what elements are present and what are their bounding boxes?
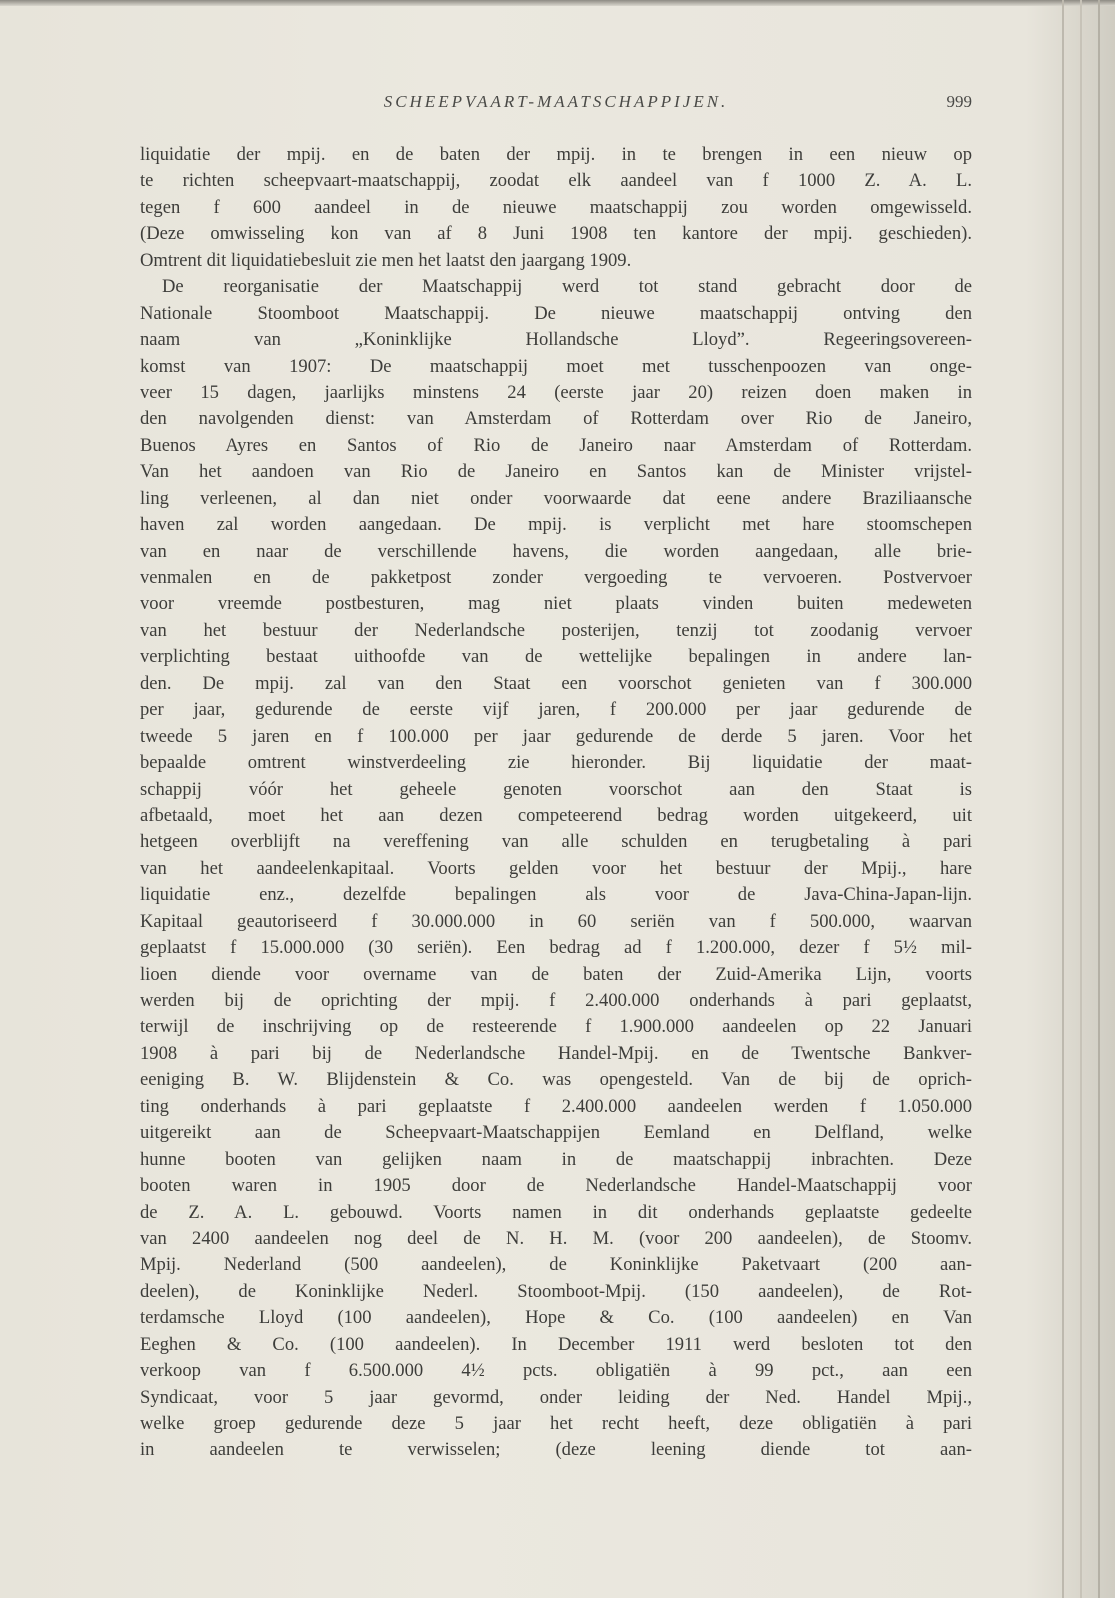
text-line: de Z. A. L. gebouwd. Voorts namen in dit onderhands geplaatste gedeelte	[140, 1201, 972, 1223]
text-line: 1908 à pari bij de Nederlandsche Handel-Mpij. en de Twentsche Bankver-	[140, 1042, 972, 1064]
text-line: Van het aandoen van Rio de Janeiro en Santos kan de Minister vrijstel-	[140, 461, 972, 483]
text-line: den. De mpij. zal van den Staat een voorschot genieten van f 300.000	[140, 672, 972, 694]
text-line: tweede 5 jaren en f 100.000 per jaar gedurende de derde 5 jaren. Voor het	[140, 725, 972, 747]
text-line: eeniging B. W. Blijdenstein & Co. was opengesteld. Van de bij de oprich-	[140, 1069, 972, 1091]
text-line: terdamsche Lloyd (100 aandeelen), Hope & Co. (100 aandeelen) en Van	[140, 1307, 972, 1329]
page-edge-line	[1062, 0, 1064, 1598]
text-line: Nationale Stoomboot Maatschappij. De nieuwe maatschappij ontving den	[140, 302, 972, 324]
text-line: Kapitaal geautoriseerd f 30.000.000 in 60 seriën van f 500.000, waarvan	[140, 910, 972, 932]
body-text	[140, 142, 972, 1464]
text-line: per jaar, gedurende de eerste vijf jaren, f 200.000 per jaar gedurende de	[140, 699, 972, 721]
page-edge-line	[1098, 0, 1100, 1598]
text-line: liquidatie der mpij. en de baten der mpij. in te brengen in een nieuw op	[140, 144, 972, 165]
text-line: van het bestuur der Nederlandsche posterijen, tenzij tot zoodanig vervoer	[140, 619, 972, 641]
text-line: geplaatst f 15.000.000 (30 seriën). Een bedrag ad f 1.200.000, dezer f 5½ mil-	[140, 937, 972, 959]
text-line: naam van „Koninklijke Hollandsche Lloyd”. Regeeringsovereen-	[140, 329, 972, 351]
text-line: booten waren in 1905 door de Nederlandsche Handel-Maatschappij voor	[140, 1175, 972, 1197]
text-line: in aandeelen te verwisselen; (deze leening diende tot aan-	[140, 1439, 972, 1461]
text-line: uitgereikt aan de Scheepvaart-Maatschappijen Eemland en Delfland, welke	[140, 1122, 972, 1144]
page-header	[140, 92, 972, 122]
text-line: schappij vóór het geheele genoten voorschot aan den Staat is	[140, 778, 972, 800]
text-line: afbetaald, moet het aan dezen competeerend bedrag worden uitgekeerd, uit	[140, 804, 972, 826]
text-line: lioen diende voor overname van de baten der Zuid-Amerika Lijn, voorts	[140, 963, 972, 985]
text-line: werden bij de oprichting der mpij. f 2.400.000 onderhands à pari geplaatst,	[140, 990, 972, 1011]
text-line: hetgeen overblijft na vereffening van alle schulden en terugbetaling à pari	[140, 831, 972, 853]
text-line: verplichting bestaat uithoofde van de wettelijke bepalingen in andere lan-	[140, 646, 972, 668]
text-line: De reorganisatie der Maatschappij werd tot stand gebracht door de	[162, 276, 972, 298]
text-line: komst van 1907: De maatschappij moet met tusschenpoozen van onge-	[140, 355, 972, 377]
text-line: van 2400 aandeelen nog deel de N. H. M. (voor 200 aandeelen), de Stoomv.	[140, 1227, 972, 1249]
text-line: terwijl de inschrijving op de resteerende f 1.900.000 aandeelen op 22 Januari	[140, 1016, 972, 1038]
page-edge-line	[1080, 0, 1082, 1598]
text-line: Mpij. Nederland (500 aandeelen), de Koninklijke Paketvaart (200 aan-	[140, 1254, 972, 1276]
text-line: Buenos Ayres en Santos of Rio de Janeiro naar Amsterdam of Rotterdam.	[140, 434, 972, 456]
text-line: den navolgenden dienst: van Amsterdam of Rotterdam over Rio de Janeiro,	[140, 408, 972, 430]
text-line: hunne booten van gelijken naam in de maatschappij inbrachten. Deze	[140, 1148, 972, 1170]
page-number: 999	[946, 92, 972, 111]
text-line: Omtrent dit liquidatiebesluit zie men het laatst den jaargang 1909.	[140, 249, 632, 271]
text-line: veer 15 dagen, jaarlijks minstens 24 (eerste jaar 20) reizen doen maken in	[140, 381, 972, 403]
text-line: Syndicaat, voor 5 jaar gevormd, onder leiding der Ned. Handel Mpij.,	[140, 1386, 972, 1408]
text-line: tegen f 600 aandeel in de nieuwe maatschappij zou worden omgewisseld.	[140, 196, 972, 218]
text-line: liquidatie enz., dezelfde bepalingen als voor de Java-China-Japan-lijn.	[140, 884, 972, 906]
text-line: van en naar de verschillende havens, die worden aangedaan, alle brie-	[140, 540, 972, 562]
text-line: ting onderhands à pari geplaatste f 2.400.000 aandeelen werden f 1.050.000	[140, 1095, 972, 1117]
text-line: welke groep gedurende deze 5 jaar het recht heeft, deze obligatiën à pari	[140, 1413, 972, 1434]
text-line: venmalen en de pakketpost zonder vergoeding te vervoeren. Postvervoer	[140, 567, 972, 588]
page-top-edge	[0, 0, 1115, 6]
text-line: van het aandeelenkapitaal. Voorts gelden voor het bestuur der Mpij., hare	[140, 857, 972, 879]
text-line: verkoop van f 6.500.000 4½ pcts. obligatiën à 99 pct., aan een	[140, 1360, 972, 1382]
text-line: voor vreemde postbesturen, mag niet plaats vinden buiten medeweten	[140, 593, 972, 615]
text-line: deelen), de Koninklijke Nederl. Stoomboot-Mpij. (150 aandeelen), de Rot-	[140, 1280, 972, 1302]
text-line: Eeghen & Co. (100 aandeelen). In December 1911 werd besloten tot den	[140, 1333, 972, 1355]
running-title: SCHEEPVAART-MAATSCHAPPIJEN.	[383, 92, 729, 111]
text-line: haven zal worden aangedaan. De mpij. is verplicht met hare stoomschepen	[140, 514, 972, 536]
text-line: bepaalde omtrent winstverdeeling zie hieronder. Bij liquidatie der maat-	[140, 752, 972, 774]
text-line: ling verleenen, al dan niet onder voorwaarde dat eene andere Braziliaansche	[140, 487, 972, 509]
text-line: (Deze omwisseling kon van af 8 Juni 1908 ten kantore der mpij. geschieden).	[140, 223, 972, 245]
text-line: te richten scheepvaart-maatschappij, zoodat elk aandeel van f 1000 Z. A. L.	[140, 170, 972, 192]
